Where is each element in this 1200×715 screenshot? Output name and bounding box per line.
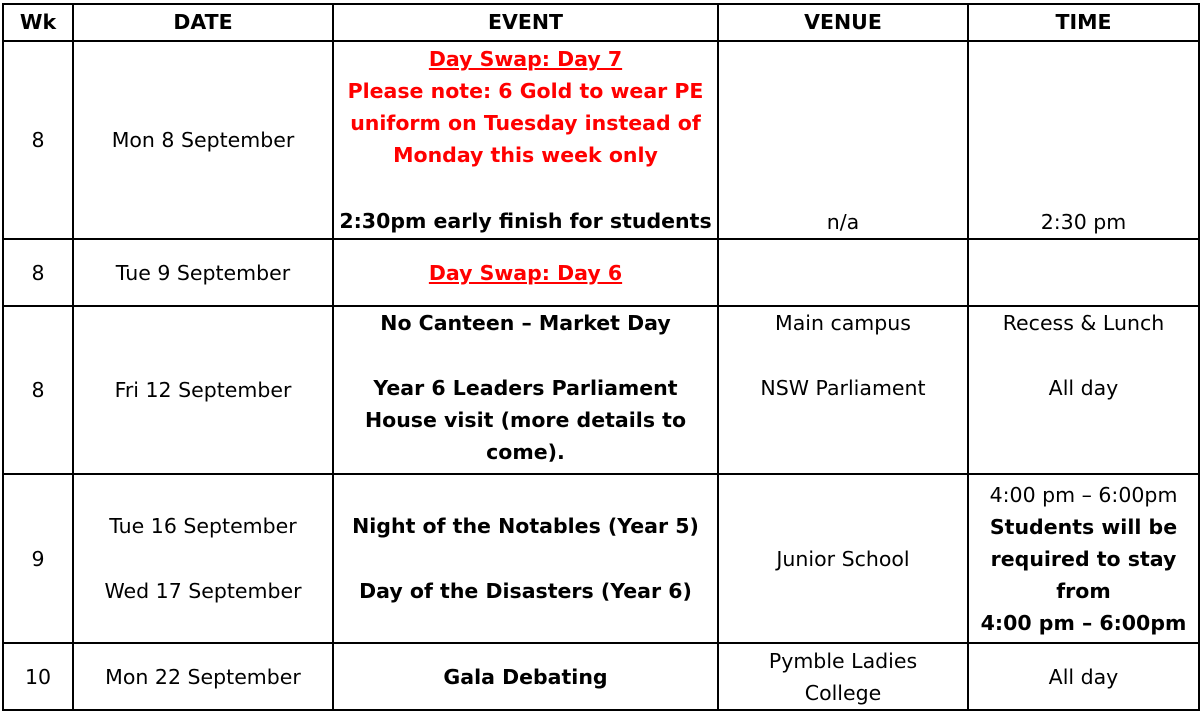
time-note-line: from [1056, 578, 1111, 603]
time-cell [968, 306, 1199, 474]
time-line: All day [1048, 376, 1119, 400]
event-cell: Gala Debating [333, 643, 718, 710]
wk-cell: 8 [3, 41, 73, 239]
time-cell: All day [968, 643, 1199, 710]
day-swap-label: Day Swap: Day 7 [428, 47, 623, 71]
table-row [3, 643, 1199, 710]
header-date: DATE [73, 4, 333, 41]
date-cell: Fri 12 September [73, 306, 333, 474]
table-row [3, 41, 1199, 239]
wk-cell: 8 [3, 306, 73, 474]
event-title: Night of the Notables (Year 5) [352, 514, 699, 538]
table-row [3, 306, 1199, 474]
date-cell: Mon 8 September [73, 41, 333, 239]
header-wk: Wk [3, 4, 73, 41]
header-time: TIME [968, 4, 1199, 41]
table-row [3, 239, 1199, 306]
venue-line: College [804, 680, 882, 705]
venue-cell [718, 239, 968, 306]
table-row [3, 474, 1199, 643]
event-title-line: House visit (more details to [364, 408, 687, 432]
date-cell: Mon 22 September [73, 643, 333, 710]
event-cell [333, 239, 718, 306]
time-cell [968, 239, 1199, 306]
time-cell [968, 474, 1199, 643]
day-swap-label: Day Swap: Day 6 [428, 260, 623, 285]
header-event: EVENT [333, 4, 718, 41]
header-row [3, 4, 1199, 41]
event-title: No Canteen – Market Day [380, 311, 671, 335]
venue-cell [718, 306, 968, 474]
event-cell [333, 306, 718, 474]
event-note-line: Monday this week only [393, 143, 658, 167]
wk-cell: 9 [3, 474, 73, 643]
venue-cell: Junior School [718, 474, 968, 643]
venue-line: NSW Parliament [760, 376, 926, 400]
venue-cell [718, 643, 968, 710]
time-note-line: Students will be [989, 514, 1178, 539]
header-venue: VENUE [718, 4, 968, 41]
date-cell [73, 474, 333, 643]
event-cell [333, 474, 718, 643]
wk-cell: 10 [3, 643, 73, 710]
time-note-line: required to stay [990, 546, 1177, 571]
venue-cell: n/a [718, 41, 968, 239]
event-cell [333, 41, 718, 239]
event-title-line: come). [486, 440, 565, 464]
time-line: Recess & Lunch [1002, 311, 1165, 335]
event-note-line: Please note: 6 Gold to wear PE [347, 79, 704, 103]
time-cell: 2:30 pm [968, 41, 1199, 239]
event-title: Day of the Disasters (Year 6) [359, 579, 692, 603]
time-note-line: 4:00 pm – 6:00pm [980, 610, 1187, 635]
date-cell: Tue 9 September [73, 239, 333, 306]
event-note-line: uniform on Tuesday instead of [350, 111, 701, 135]
events-calendar-table [2, 3, 1200, 711]
date-line: Wed 17 September [104, 579, 302, 603]
event-title-line: Year 6 Leaders Parliament [373, 376, 678, 400]
venue-line: Main campus [775, 311, 911, 335]
event-title: 2:30pm early finish for students [339, 209, 712, 233]
time-line: 4:00 pm – 6:00pm [989, 482, 1178, 507]
venue-line: Pymble Ladies [768, 648, 918, 673]
wk-cell: 8 [3, 239, 73, 306]
date-line: Tue 16 September [109, 514, 297, 538]
